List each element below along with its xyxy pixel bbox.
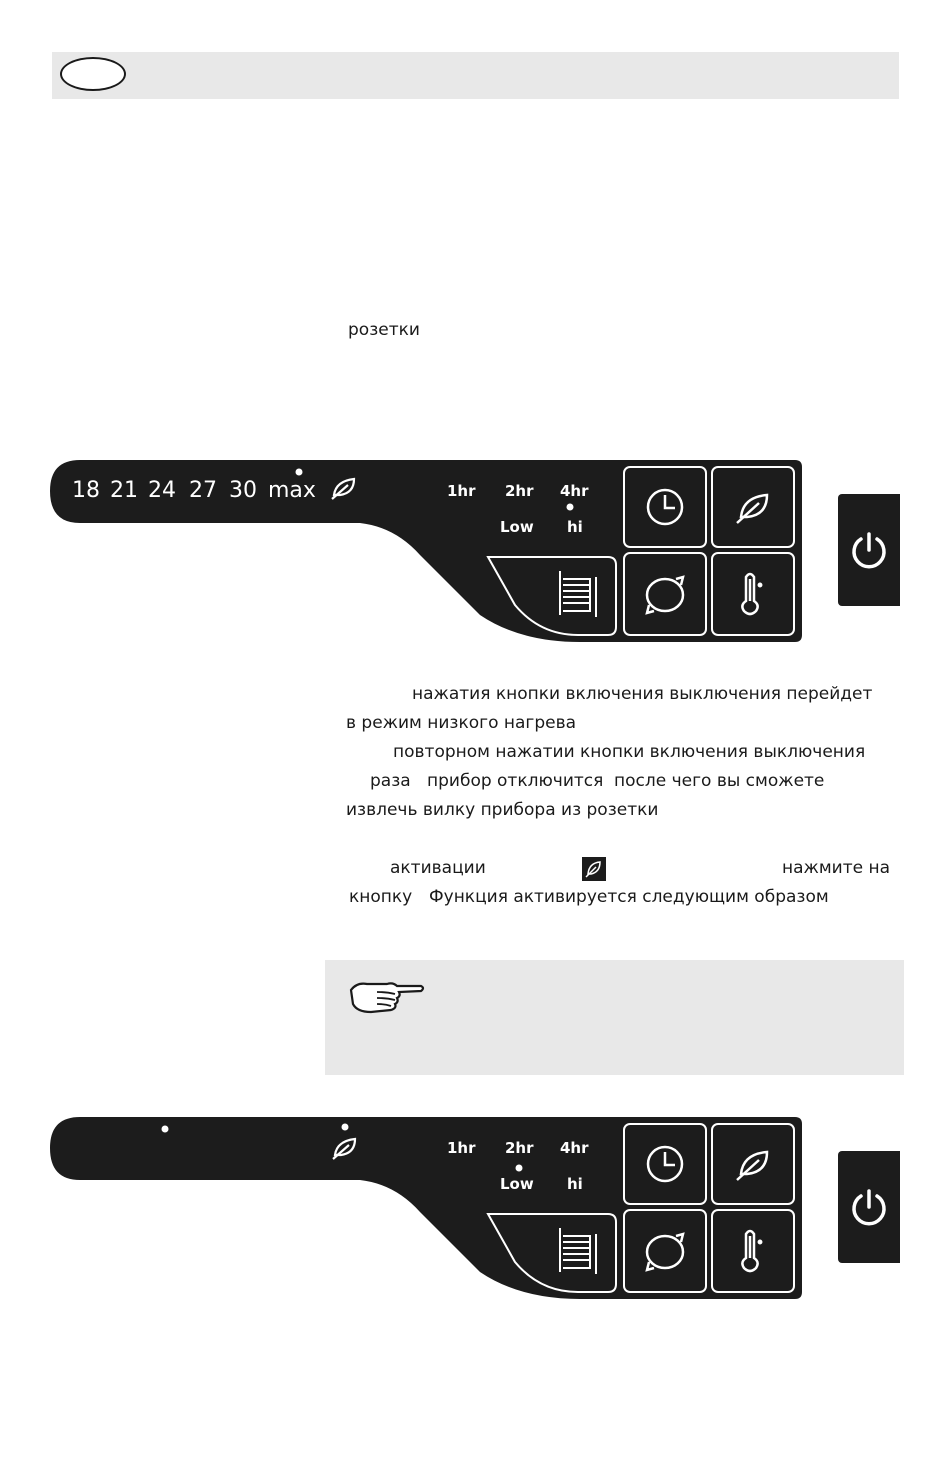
power-button-2[interactable] [838,1151,900,1263]
power-button-1[interactable] [838,494,900,606]
paragraph-1-line-4c: после чего вы сможете [614,771,825,791]
note-box [325,960,904,1075]
paragraph-2-line-1a: активации [390,858,486,878]
paragraph-2-line-2b: Функция активируется следующим образом [429,887,829,907]
indicator-dot-left [162,1126,169,1133]
paragraph-2-line-2a: кнопку [349,887,413,907]
mode-indicator-dot [516,1165,523,1172]
inline-leaf-icon [582,857,606,881]
mode-indicator-dot [567,504,574,511]
power-icon [847,1185,891,1229]
mode-label-low: Low [500,1175,534,1193]
header-bar [52,52,899,99]
timer-label-2hr: 2hr [505,1139,534,1157]
paragraph-1-line-4a: раза [370,771,411,791]
timer-label-4hr: 4hr [560,1139,589,1157]
control-panel-1 [0,455,950,655]
power-icon [847,528,891,572]
timer-label-4hr: 4hr [560,482,589,500]
mode-label-hi: hi [567,1175,583,1193]
text-rozetki: розетки [348,320,420,340]
temp-label-18: 18 [72,478,100,503]
temp-label-24: 24 [148,478,176,503]
timer-label-2hr: 2hr [505,482,534,500]
temp-label-21: 21 [110,478,138,503]
mode-label-hi: hi [567,518,583,536]
language-badge [60,57,126,91]
timer-label-1hr: 1hr [447,482,476,500]
temp-label-max: max [268,478,316,503]
timer-label-1hr: 1hr [447,1139,476,1157]
paragraph-2-line-1b: нажмите на [782,858,891,878]
pointing-hand-icon [347,978,427,1018]
eco-indicator-dot [342,1124,349,1131]
paragraph-1-line-5: извлечь вилку прибора из розетки [346,800,659,820]
paragraph-1-line-2: в режим низкого нагрева [346,713,577,733]
temp-label-27: 27 [189,478,217,503]
paragraph-1-line-3: повторном нажатии кнопки включения выключения [393,742,866,762]
mode-label-low: Low [500,518,534,536]
paragraph-1-line-1: нажатия кнопки включения выключения перейдет [412,684,873,704]
temp-indicator-dot [296,469,303,476]
paragraph-1-line-4b: прибор отключится [427,771,604,791]
temp-label-30: 30 [229,478,257,503]
control-panel-2 [0,1112,950,1312]
